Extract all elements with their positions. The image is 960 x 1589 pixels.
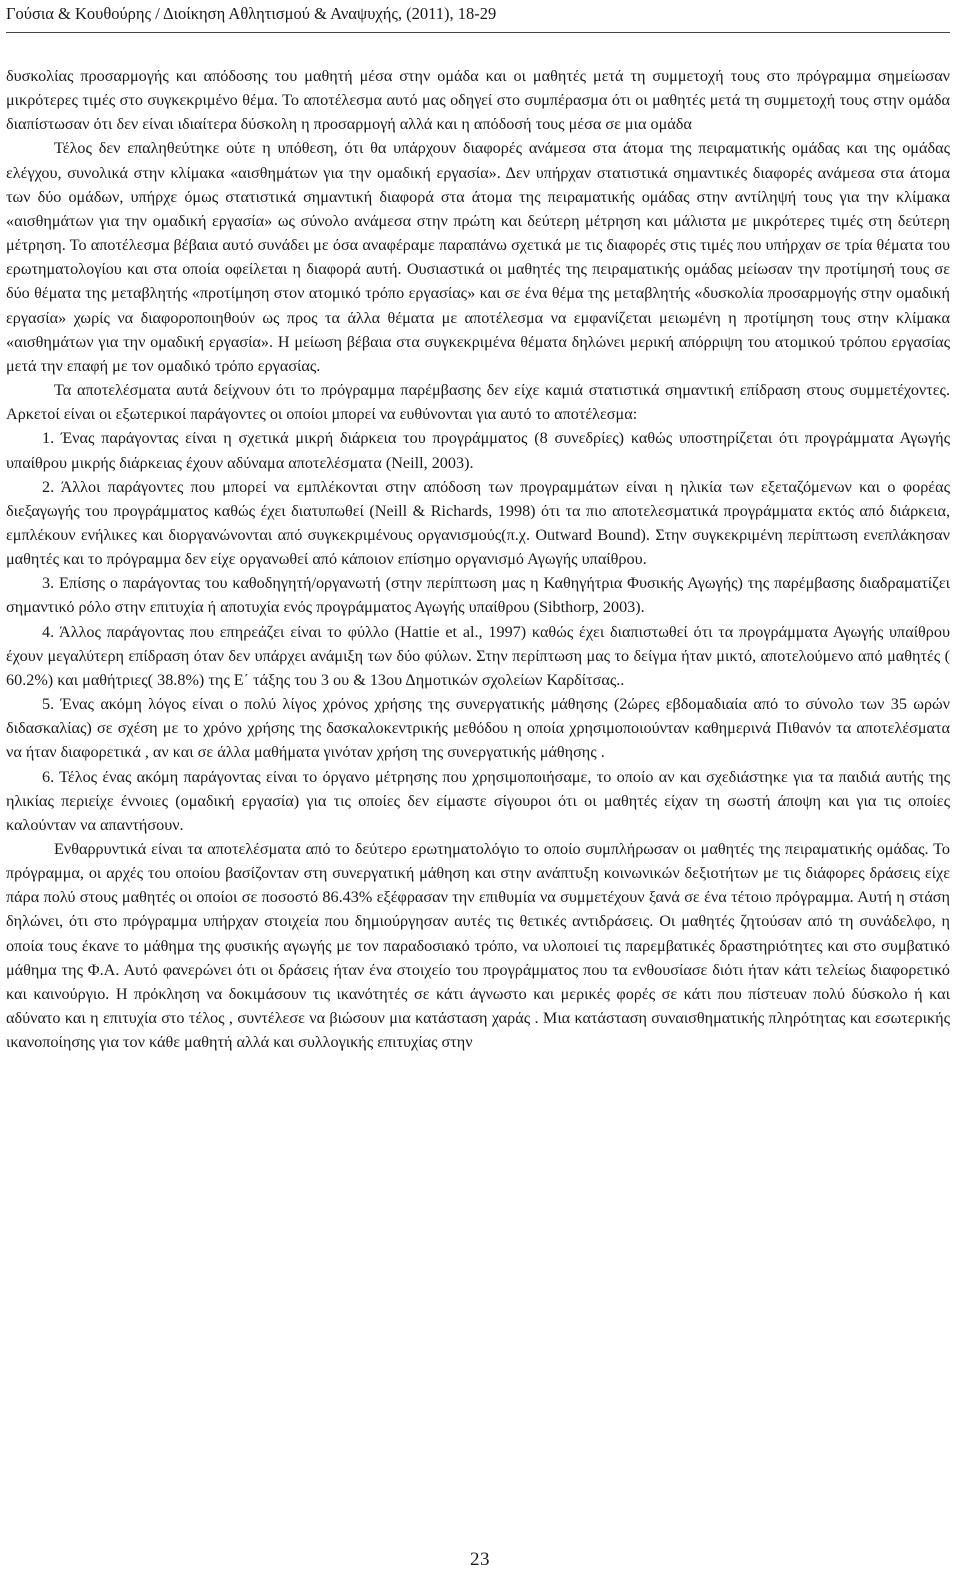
paragraph-conclusion: Τέλος δεν επαληθεύτηκε ούτε η υπόθεση, ότι θα υπάρχουν διαφορές ανάμεσα στα άτομα της πειραματικής ομάδας και της ομάδας ελέγχου, συνολικά στην κλίμακα «αισθημάτων για την ομαδική εργασία». Δεν υπήρχαν στατιστικά σημαντικές διαφορές ανάμεσα στα άτομα των δύο ομάδων, υπήρχε όμως στατιστικά σημαντική διαφορά στα άτομα της πειραματικής ομάδας στην αντίληψή τους για την κλίμακα «αισθημάτων για την ομαδική εργασία» ως σύνολο ανάμεσα στην πρώτη και δεύτερη μέτρηση και μάλιστα με μικρότερες τιμές στη δεύτερη μέτρηση. Το αποτέλεσμα βέβαια αυτό συνάδει με όσα αναφέραμε παραπάνω σχετικά με τις διαφορές στις τιμές που υπήρχαν σε τρία θέματα του ερωτηματολογίου και στα οποία οφείλεται η διαφορά αυτή. Ουσιαστικά οι μαθητές της πειραματικής ομάδας μείωσαν την προτίμησή τους σε δύο θέματα της μεταβλητής «προτίμηση στον ατομικό τρόπο εργασίας» και σε ένα θέμα της μεταβλητής «δυσκολία προσαρμογής στην ομαδική εργασία» χωρίς να διαφοροποιηθούν ως προς τα άλλα θέματα με αποτέλεσμα να εμφανίζεται μειωμένη η προτίμηση τους στην κλίμακα «αισθημάτων για την ομαδική εργασία». Η μείωση βέβαια στα συγκεκριμένα θέματα δηλώνει μερική απόρριψη του ατομικού τρόπου εργασίας μετά την επαφή με τον ομαδικό τρόπο εργασίας. <box>6 139 950 375</box>
page-number: 23 <box>470 1549 490 1570</box>
list-item-3: 3. Επίσης ο παράγοντας του καθοδηγητή/οργανωτή (στην περίπτωση μας η Καθηγήτρια Φυσικής Αγωγής) της παρέμβασης διαδραματίζει σημαντικό ρόλο στην επιτυχία ή αποτυχία ενός προγράμματος Αγωγής υπαίθρου (Sibthorp, 2003). <box>6 574 950 617</box>
list-item-5: 5. Ένας ακόμη λόγος είναι ο πολύ λίγος χρόνος χρήσης της συνεργατικής μάθησης (2ώρες εβδομαδιαία από το σύνολο των 35 ωρών διδασκαλίας) σε σχέση με το χρόνο χρήσης της δασκαλοκεντρικής μεθόδου η οποία χρησιμοποιούνταν καθημερινά Πιθανόν τα αποτελέσματα να ήταν διαφορετικά , αν και σε άλλα μαθήματα γινόταν χρήση της συνεργατικής μάθησης . <box>6 695 950 762</box>
running-header: Γούσια & Κουθούρης / Διοίκηση Αθλητισμού & Αναψυχής, (2011), 18-29 <box>6 4 497 23</box>
paragraph-results: Τα αποτελέσματα αυτά δείχνουν ότι το πρόγραμμα παρέμβασης δεν είχε καμιά στατιστικά σημαντική επίδραση στους συμμετέχοντες. Αρκετοί είναι οι εξωτερικοί παράγοντες οι οποίοι μπορεί να ευθύνονται για αυτό το αποτέλεσμα: <box>6 381 950 424</box>
paragraph-closing: Ενθαρρυντικά είναι τα αποτελέσματα από το δεύτερο ερωτηματολόγιο το οποίο συμπλήρωσαν οι μαθητές της πειραματικής ομάδας. Το πρόγραμμα, οι αρχές του οποίου βασίζονταν στη συνεργατική μάθηση και στην ανάπτυξη κοινωνικών δεξιοτήτων με τις διάφορες δράσεις είχε πάρα πολύ στους μαθητές οι οποίοι σε ποσοστό 86.43% εξέφρασαν την επιθυμία να συμμετέχουν ξανά σε ένα τέτοιο πρόγραμμα. Αυτή η στάση δηλώνει, ότι στο πρόγραμμα υπήρχαν στοιχεία που δημιούργησαν αυτές τις θετικές αντιδράσεις. Οι μαθητές ζητούσαν από τη συνάδελφο, η οποία τους έκανε το μάθημα της φυσικής αγωγής με τον παραδοσιακό τρόπο, να υλοποιεί τις παρεμβατικές δραστηριότητες και στο συμβατικό μάθημα της Φ.Α. Αυτό φανερώνει ότι οι δράσεις ήταν ένα στοιχείο του προγράμματος που τα ενθουσίασε διότι ήταν κάτι τελείως διαφορετικό και καινούργιο. Η πρόκληση να δοκιμάσουν τις ικανότητές σε κάτι άγνωστο και μερικές φορές σε κάτι που πίστευαν πολύ δύσκολο ή και αδύνατο και η επιτυχία στο τέλος , συντέλεσε να βιώσουν μια κατάσταση χαράς . Μια κατάσταση συναισθηματικής πληρότητας και εσωτερικής ικανοποίησης για τον κάθε μαθητή αλλά και συλλογικής επιτυχίας στην <box>6 840 950 1052</box>
body-text <box>6 64 950 1054</box>
paragraph-continued: δυσκολίας προσαρμογής και απόδοσης του μαθητή μέσα στην ομάδα και οι μαθητές μετά τη συμμετοχή τους στο πρόγραμμα σημείωσαν μικρότερες τιμές στο συγκεκριμένο θέμα. Το αποτέλεσμα αυτό μας οδηγεί στο συμπέρασμα ότι οι μαθητές μετά τη συμμετοχή τους στην ομάδα διαπίστωσαν ότι δεν είναι ιδιαίτερα δύσκολη η προσαρμογή αλλά και η απόδοσή τους μέσα σε μια ομάδα <box>6 67 950 134</box>
header-rule <box>6 32 950 33</box>
list-item-6: 6. Τέλος ένας ακόμη παράγοντας είναι το όργανο μέτρησης που χρησιμοποιήσαμε, το οποίο αν και σχεδιάστηκε για τα παιδιά αυτής της ηλικίας περιείχε έννοιες (ομαδική εργασία) για τις οποίες δεν είμαστε σίγουροι ότι οι μαθητές είχαν τη σωστή άποψη και για τις οποίες καλούνταν να απαντήσουν. <box>6 767 950 834</box>
list-item-2: 2. Άλλοι παράγοντες που μπορεί να εμπλέκονται στην απόδοση των προγραμμάτων είναι η ηλικία των εξεταζόμενων και ο φορέας διεξαγωγής του προγράμματος καθώς έχει διατυπωθεί (Neill & Richards, 1998) ότι τα πιο αποτελεσματικά προγράμματα εκτός από διάρκεια, εμπλέκουν ενήλικες και διοργανώνονται από συγκεκριμένους οργανισμούς(π.χ. Outward Bound). Στην συγκεκριμένη περίπτωση ενεπλάκησαν μαθητές και το πρόγραμμα δεν είχε οργανωθεί από κάποιον επίσημο οργανισμό Αγωγής υπαίθρου. <box>6 477 950 569</box>
list-item-4: 4. Άλλος παράγοντας που επηρεάζει είναι το φύλλο (Hattie et al., 1997) καθώς έχει διαπιστωθεί ότι τα προγράμματα Αγωγής υπαίθρου έχουν μεγαλύτερη επίδραση όταν δεν υπάρχει ανάμιξη των δύο φύλων. Στην περίπτωση μας το δείγμα ήταν μικτό, αποτελούμενο από μαθητές ( 60.2%) και μαθήτριες( 38.8%) της Ε΄ τάξης του 3 ου & 13ου Δημοτικών σχολείων Καρδίτσας.. <box>6 622 950 689</box>
list-item-1: 1. Ένας παράγοντας είναι η σχετικά μικρή διάρκεια του προγράμματος (8 συνεδρίες) καθώς υποστηρίζεται ότι προγράμματα Αγωγής υπαίθρου μικρής διάρκειας έχουν αδύναμα αποτελέσματα (Neill, 2003). <box>6 429 950 472</box>
